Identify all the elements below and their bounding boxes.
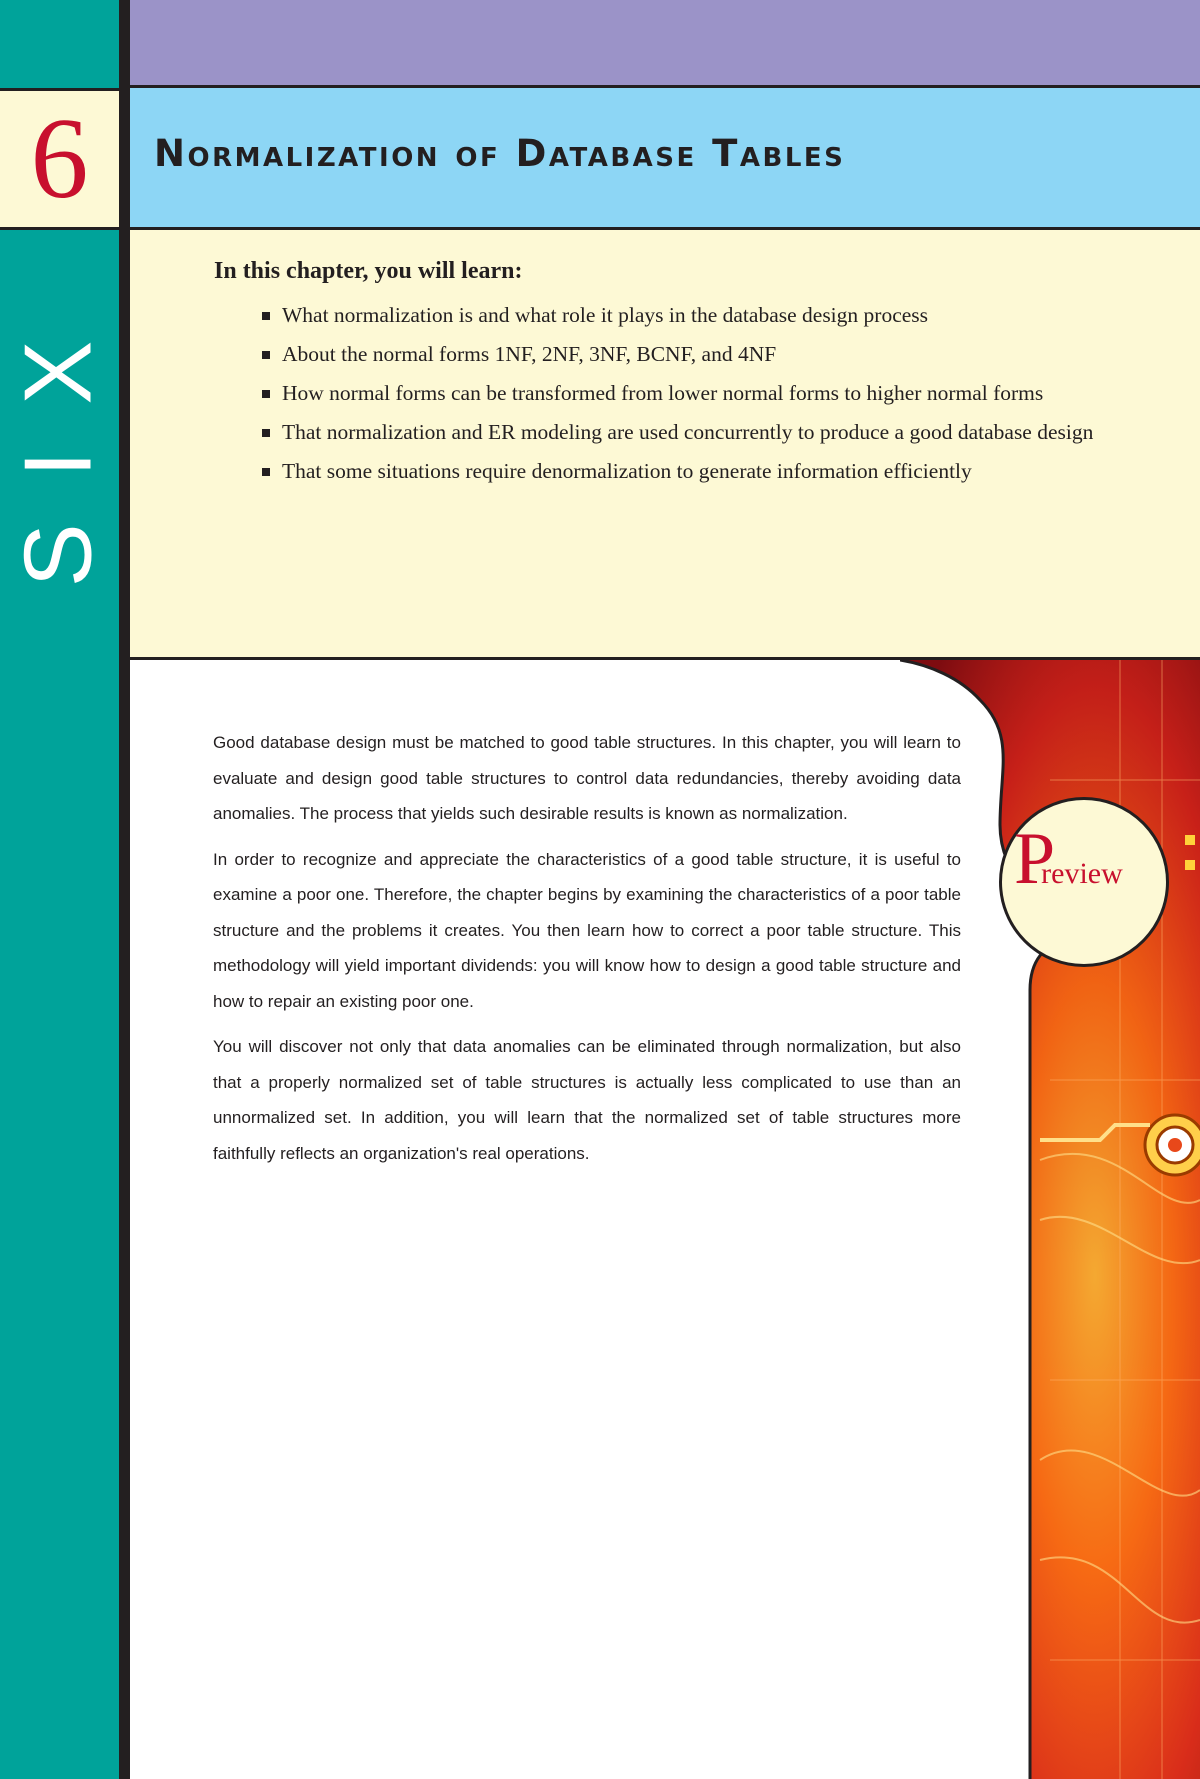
objective-text: That some situations require denormalization to generate information efficiently [282,459,972,483]
objectives-list [262,302,1164,497]
objective-item [262,341,1164,368]
objective-item [262,380,1164,407]
preview-label [1014,818,1123,900]
objective-item [262,419,1164,446]
chapter-number-box [0,88,119,230]
top-color-band [130,0,1200,88]
bullet-square-icon [262,429,270,437]
objective-text: How normal forms can be transformed from lower normal forms to higher normal forms [282,381,1044,405]
preview-body [213,725,961,1181]
chapter-number: 6 [30,95,89,223]
title-band [130,88,1200,230]
bullet-square-icon [262,468,270,476]
body-paragraph: Good database design must be matched to good table structures. In this chapter, you will learn to evaluate and design good table structures to control data redundancies, thereby avoiding data anomalies. The process that yields such desirable results is known as normalization. [213,733,961,823]
objective-text: What normalization is and what role it plays in the database design process [282,303,929,327]
chapter-word-vertical [0,246,128,636]
objective-text: That normalization and ER modeling are used concurrently to produce a good database design [282,420,1094,444]
preview-badge [999,797,1169,967]
body-paragraph: In order to recognize and appreciate the characteristics of a good table structure, it is useful to examine a poor one. Therefore, the chapter begins by examining the characteristics of a poor table structure and the problems it creates. You then learn how to correct a poor table structure. This methodology will yield important dividends: you will know how to design a good table structure and how to repair an existing poor one. [213,849,961,1011]
chapter-word: SIX [4,294,112,588]
preview-rest: review [1041,857,1123,890]
learning-objectives-box [130,230,1200,660]
objective-item [262,302,1164,329]
objective-item [262,458,1164,485]
bullet-square-icon [262,351,270,359]
body-paragraph: You will discover not only that data anomalies can be eliminated through normalization, but also that a properly normalized set of table structures is actually less complicated to use than an unnormalized set. In addition, you will learn that the normalized set of table structures more faithfully reflects an organization's real operations. [213,1037,961,1163]
objectives-heading: In this chapter, you will learn: [214,258,523,284]
bullet-square-icon [262,312,270,320]
preview-initial: P [1014,818,1056,900]
objective-text: About the normal forms 1NF, 2NF, 3NF, BCNF, and 4NF [282,342,777,366]
chapter-title: Normalization of Database Tables [154,132,846,175]
bullet-square-icon [262,390,270,398]
